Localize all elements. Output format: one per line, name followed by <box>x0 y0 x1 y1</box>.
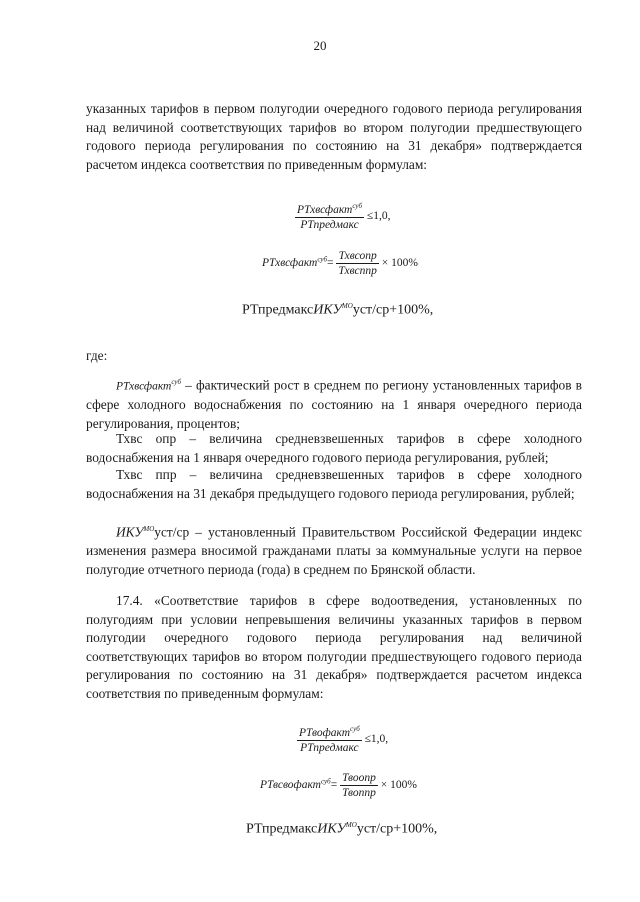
formula-cold-3-mid-sup: МО <box>341 302 353 310</box>
formula-cold-2-lhs-sup: суб <box>317 255 328 264</box>
definition-2-text: Тхвс опр – величина средневзвешенных тарифов в сфере холодного водоснабжения на 1 января очередного годового периода регулирования, рублей; <box>86 431 582 465</box>
definition-3 <box>86 466 582 503</box>
formula-sewer-1 <box>297 725 388 754</box>
formula-sewer-2-tail: × 100% <box>380 779 417 792</box>
definition-2 <box>86 430 582 467</box>
formula-sewer-2-eq: = <box>330 779 338 792</box>
formula-sewer-2-lhs-sup: суб <box>321 777 331 786</box>
formula-sewer-1-numerator-sup: суб <box>350 725 360 733</box>
definition-1-text: – фактический рост в среднем по региону установленных тарифов в сфере холодного водоснабжения по состоянию на 1 января очередного периода регулирования, процентов; <box>86 377 582 431</box>
formula-sewer-3-post: уст/ср+100%, <box>356 821 438 837</box>
formula-cold-1 <box>295 202 390 231</box>
definition-1-term: РТхвсфакт <box>116 380 172 393</box>
section-17-4-text: 17.4. «Соответствие тарифов в сфере водоотведения, установленных по полугодиям при условии непревышения величины указанных тарифов в первом полугодии очередного годового периода регулирования над величиной соответствующих тарифов во втором полугодии предшествующего годового периода регулирования по состоянию на 31 декабря» подтверждается расчетом индекса соответствия по приведенным формулам: <box>86 593 582 701</box>
definition-4 <box>86 520 582 579</box>
formula-sewer-2 <box>260 772 417 799</box>
formula-sewer-1-fraction <box>297 725 362 754</box>
formula-cold-2 <box>262 250 418 277</box>
formula-cold-1-denominator: РТпредмакс <box>300 218 359 231</box>
formula-sewer-1-relation: ≤1,0, <box>364 733 389 746</box>
formula-sewer-3 <box>246 821 437 838</box>
page-number: 20 <box>313 38 327 53</box>
formula-sewer-2-denominator: Твоппр <box>342 787 376 799</box>
formula-cold-1-numerator: РТхвсфакт <box>297 203 353 216</box>
definition-4-text: уст/ср – установленный Правительством Российской Федерации индекс изменения размера вносимой гражданами платы за коммунальные услуги на первое полугодие отчетного периода (года) в среднем по Брянской области. <box>86 524 582 577</box>
formula-cold-2-lhs: РТхвсфакт <box>262 257 318 270</box>
formula-sewer-1-numerator: РТвофакт <box>299 726 351 739</box>
formula-sewer-2-lhs: РТвсвофакт <box>260 779 321 792</box>
formula-sewer-2-numerator: Твоопр <box>342 772 376 784</box>
formula-sewer-3-pre: РТпредмакс <box>246 821 318 837</box>
formula-cold-1-fraction <box>295 202 364 231</box>
section-17-4-paragraph <box>86 592 582 704</box>
where-label: где: <box>86 348 108 363</box>
formula-cold-2-eq: = <box>327 257 334 270</box>
formula-cold-3-mid: ИКУ <box>313 302 342 318</box>
formula-cold-3-pre: РТпредмакс <box>242 302 314 318</box>
formula-cold-3 <box>242 302 433 319</box>
formula-sewer-3-mid-sup: МО <box>345 821 357 829</box>
definition-4-term: ИКУ <box>116 524 144 540</box>
formula-sewer-2-fraction <box>340 772 378 799</box>
formula-cold-2-numerator: Тхвсопр <box>336 250 378 264</box>
formula-cold-1-relation: ≤1,0, <box>366 210 391 223</box>
definition-1 <box>86 373 582 433</box>
formula-cold-1-numerator-sup: суб <box>352 202 363 210</box>
formula-cold-3-post: уст/ср+100%, <box>352 302 434 318</box>
intro-paragraph: указанных тарифов в первом полугодии очередного годового периода регулирования над величиной соответствующих тарифов во втором полугодии предшествующего годового периода регулирования по состоянию на 31 декабря» подтверждается расчетом индекса соответствия по приведенным формулам: <box>86 101 582 172</box>
definition-1-term-sup: суб <box>171 378 182 386</box>
formula-sewer-1-denominator: РТпредмакс <box>300 741 359 754</box>
formula-cold-2-fraction <box>336 250 378 277</box>
definition-4-term-sup: МО <box>143 525 155 533</box>
formula-cold-2-denominator: Тхвсппр <box>338 265 377 277</box>
formula-cold-2-tail: × 100% <box>381 257 418 270</box>
formula-sewer-3-mid: ИКУ <box>317 821 346 837</box>
definition-3-text: Тхвс ппр – величина средневзвешенных тарифов в сфере холодного водоснабжения на 31 декабря предыдущего годового периода регулирования, рублей; <box>86 467 582 501</box>
